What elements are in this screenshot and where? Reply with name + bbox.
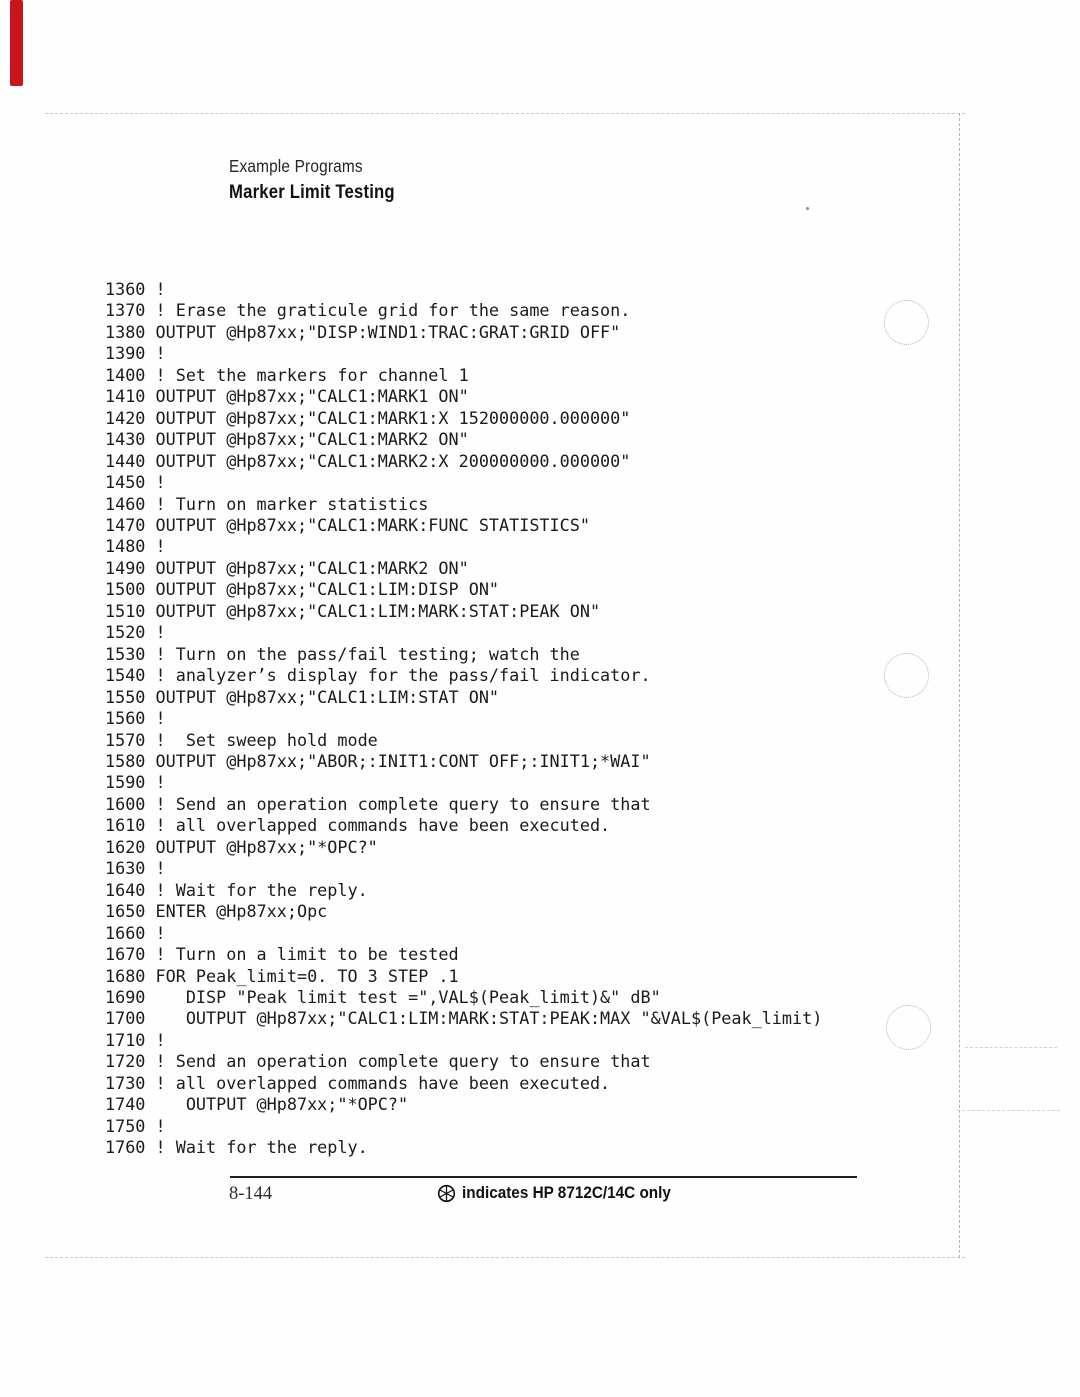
code-line: 1520 ! xyxy=(105,622,166,643)
code-line: 1480 ! xyxy=(105,536,166,557)
code-line: 1750 ! xyxy=(105,1115,166,1136)
dotted-artifact-right-b xyxy=(957,1110,1060,1111)
scan-circle-artifact xyxy=(886,1005,931,1050)
code-line: 1450 ! xyxy=(105,472,166,493)
code-line: 1590 ! xyxy=(105,772,166,793)
hp-option-wheel-icon xyxy=(437,1184,456,1203)
scan-circle-artifact xyxy=(884,300,929,345)
code-line: 1630 ! xyxy=(105,858,166,879)
code-line: 1420 OUTPUT @Hp87xx;"CALC1:MARK1:X 152000000.000000" xyxy=(105,407,631,428)
code-line: 1430 OUTPUT @Hp87xx;"CALC1:MARK2 ON" xyxy=(105,429,469,450)
code-line: 1600 ! Send an operation complete query to ensure that xyxy=(105,793,651,814)
code-line: 1670 ! Turn on a limit to be tested xyxy=(105,944,459,965)
code-line: 1740 OUTPUT @Hp87xx;"*OPC?" xyxy=(105,1094,409,1115)
code-line: 1570 ! Set sweep hold mode xyxy=(105,729,378,750)
code-line: 1490 OUTPUT @Hp87xx;"CALC1:MARK2 ON" xyxy=(105,557,469,578)
red-scan-mark xyxy=(10,0,23,86)
dotted-separator-top xyxy=(45,113,965,114)
code-line: 1380 OUTPUT @Hp87xx;"DISP:WIND1:TRAC:GRAT:GRID OFF" xyxy=(105,321,621,342)
code-line: 1360 ! xyxy=(105,279,166,299)
dotted-separator-bottom xyxy=(45,1257,965,1258)
footer-note-text: indicates HP 8712C/14C only xyxy=(462,1183,671,1202)
code-line: 1540 ! analyzer’s display for the pass/fail indicator. xyxy=(105,665,651,686)
code-line: 1400 ! Set the markers for channel 1 xyxy=(105,364,469,385)
code-line: 1530 ! Turn on the pass/fail testing; watch the xyxy=(105,643,580,664)
code-line: 1470 OUTPUT @Hp87xx;"CALC1:MARK:FUNC STATISTICS" xyxy=(105,514,590,535)
code-line: 1710 ! xyxy=(105,1029,166,1050)
code-line: 1440 OUTPUT @Hp87xx;"CALC1:MARK2:X 200000000.000000" xyxy=(105,450,631,471)
code-line: 1760 ! Wait for the reply. xyxy=(105,1137,368,1158)
dotted-edge-line-right xyxy=(959,113,960,1258)
page-header xyxy=(229,156,417,204)
code-line: 1650 ENTER @Hp87xx;Opc xyxy=(105,901,328,922)
code-line: 1660 ! xyxy=(105,922,166,943)
code-line: 1690 DISP "Peak limit test =",VAL$(Peak_limit)&" dB" xyxy=(105,986,661,1007)
code-line: 1720 ! Send an operation complete query to ensure that xyxy=(105,1051,651,1072)
code-line: 1640 ! Wait for the reply. xyxy=(105,879,368,900)
code-line: 1500 OUTPUT @Hp87xx;"CALC1:LIM:DISP ON" xyxy=(105,579,500,600)
code-line: 1580 OUTPUT @Hp87xx;"ABOR;:INIT1:CONT OFF;:INIT1;*WAI" xyxy=(105,750,651,771)
scan-circle-artifact xyxy=(884,653,929,698)
code-listing xyxy=(105,279,822,1159)
code-line: 1680 FOR Peak_limit=0. TO 3 STEP .1 xyxy=(105,965,459,986)
code-line: 1390 ! xyxy=(105,343,166,364)
code-line: 1730 ! all overlapped commands have been executed. xyxy=(105,1072,611,1093)
code-line: 1700 OUTPUT @Hp87xx;"CALC1:LIM:MARK:STAT:PEAK:MAX "&VAL$(Peak_limit) xyxy=(105,1008,823,1029)
code-line: 1610 ! all overlapped commands have been executed. xyxy=(105,815,611,836)
code-line: 1560 ! xyxy=(105,708,166,729)
code-line: 1550 OUTPUT @Hp87xx;"CALC1:LIM:STAT ON" xyxy=(105,686,500,707)
code-line: 1510 OUTPUT @Hp87xx;"CALC1:LIM:MARK:STAT:PEAK ON" xyxy=(105,600,601,621)
code-line: 1460 ! Turn on marker statistics xyxy=(105,493,429,514)
footer-note xyxy=(437,1183,694,1203)
code-line: 1410 OUTPUT @Hp87xx;"CALC1:MARK1 ON" xyxy=(105,386,469,407)
code-line: 1620 OUTPUT @Hp87xx;"*OPC?" xyxy=(105,836,378,857)
footer-rule xyxy=(230,1176,857,1178)
code-line: 1370 ! Erase the graticule grid for the same reason. xyxy=(105,300,631,321)
section-title: Marker Limit Testing xyxy=(229,182,395,203)
scan-dot-artifact xyxy=(806,207,809,210)
page-number: 8-144 xyxy=(229,1184,273,1204)
dotted-artifact-right-a xyxy=(965,1047,1057,1048)
chapter-label: Example Programs xyxy=(229,156,363,176)
